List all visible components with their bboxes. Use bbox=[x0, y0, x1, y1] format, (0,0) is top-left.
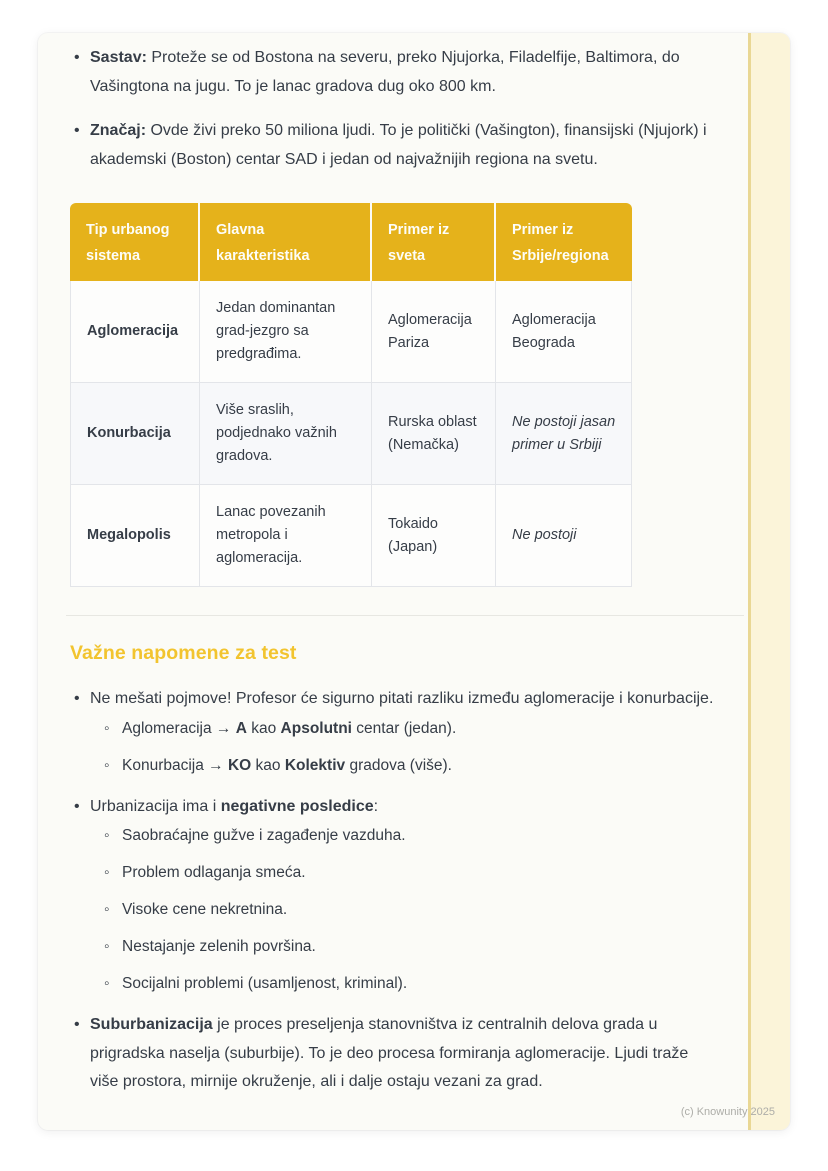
cell-serbia-example: Ne postoji jasan primer u Srbiji bbox=[496, 383, 632, 485]
sub-item: ◦ Problem odlaganja smeća. bbox=[104, 861, 718, 885]
list-item-text: Suburbanizacija je proces preseljenja stanovništva iz centralnih delova grada u prigradska naselja (suburbije). To je deo procesa formiranja aglomeracije. Ljudi traže više prostora, mirnije okruženje, ali i dalje ostaju vezani za grad. bbox=[90, 1016, 689, 1090]
cell-type: Megalopolis bbox=[70, 485, 200, 587]
cell-type: Aglomeracija bbox=[70, 281, 200, 383]
cell-type: Konurbacija bbox=[70, 383, 200, 485]
table-row bbox=[70, 281, 632, 383]
notes-bullet-list bbox=[70, 685, 718, 1097]
cell-characteristic: Jedan dominantan grad-jezgro sa predgrađima. bbox=[200, 281, 372, 383]
table-header-row bbox=[70, 203, 632, 281]
cell-world-example: Tokaido (Japan) bbox=[372, 485, 496, 587]
sub-bullet-list bbox=[90, 717, 718, 778]
watermark: (c) Knowunity 2025 bbox=[680, 1106, 775, 1118]
page-content bbox=[38, 33, 790, 1097]
list-item-suburbanizacija bbox=[74, 1011, 718, 1097]
sub-item: ◦ Visoke cene nekretnina. bbox=[104, 898, 718, 922]
sub-item-aglomeracija: ◦ Aglomeracija → A kao Apsolutni centar (jedan). bbox=[104, 717, 718, 741]
section-heading: Važne napomene za test bbox=[70, 642, 297, 664]
cell-characteristic: Lanac povezanih metropola i aglomeracija. bbox=[200, 485, 372, 587]
list-item-sastav: • Sastav: Proteže se od Bostona na severu, preko Njujorka, Filadelfije, Baltimora, do Vašingtona na jugu. To je lanac gradova dug oko 800 km. bbox=[74, 44, 718, 101]
document-page bbox=[38, 33, 790, 1130]
list-item-urbanizacija bbox=[74, 793, 718, 997]
table-row bbox=[70, 485, 632, 587]
cell-serbia-example: Aglomeracija Beograda bbox=[496, 281, 632, 383]
list-item-ne-mesati bbox=[74, 685, 718, 778]
section-divider bbox=[66, 615, 744, 616]
column-header-karakteristika: Glavna karakteristika bbox=[200, 203, 372, 281]
column-header-tip: Tip urbanog sistema bbox=[70, 203, 200, 281]
intro-bullet-list bbox=[70, 44, 718, 174]
sub-item: ◦ Socijalni problemi (usamljenost, kriminal). bbox=[104, 972, 718, 996]
sub-item-konurbacija: ◦ Konurbacija → KO kao Kolektiv gradova (više). bbox=[104, 754, 718, 778]
cell-serbia-example: Ne postoji bbox=[496, 485, 632, 587]
cell-world-example: Aglomeracija Pariza bbox=[372, 281, 496, 383]
list-item-znacaj: • Značaj: Ovde živi preko 50 miliona ljudi. To je politički (Vašington), finansijski (Njujork) i akademski (Boston) centar SAD i jedan od najvažnijih regiona na svetu. bbox=[74, 117, 718, 174]
column-header-primer-svet: Primer iz sveta bbox=[372, 203, 496, 281]
sub-item: ◦ Saobraćajne gužve i zagađenje vazduha. bbox=[104, 824, 718, 848]
urban-systems-table bbox=[70, 203, 632, 587]
table-row bbox=[70, 383, 632, 485]
sub-bullet-list bbox=[90, 824, 718, 996]
list-item-text: Ne mešati pojmove! Profesor će sigurno pitati razliku između aglomeracije i konurbacije. bbox=[90, 690, 714, 707]
list-item-text: Urbanizacija ima i negativne posledice: bbox=[90, 797, 379, 815]
cell-characteristic: Više sraslih, podjednako važnih gradova. bbox=[200, 383, 372, 485]
column-header-primer-srbija: Primer iz Srbije/regiona bbox=[496, 203, 632, 281]
cell-world-example: Rurska oblast (Nemačka) bbox=[372, 383, 496, 485]
sub-item: ◦ Nestajanje zelenih površina. bbox=[104, 935, 718, 959]
